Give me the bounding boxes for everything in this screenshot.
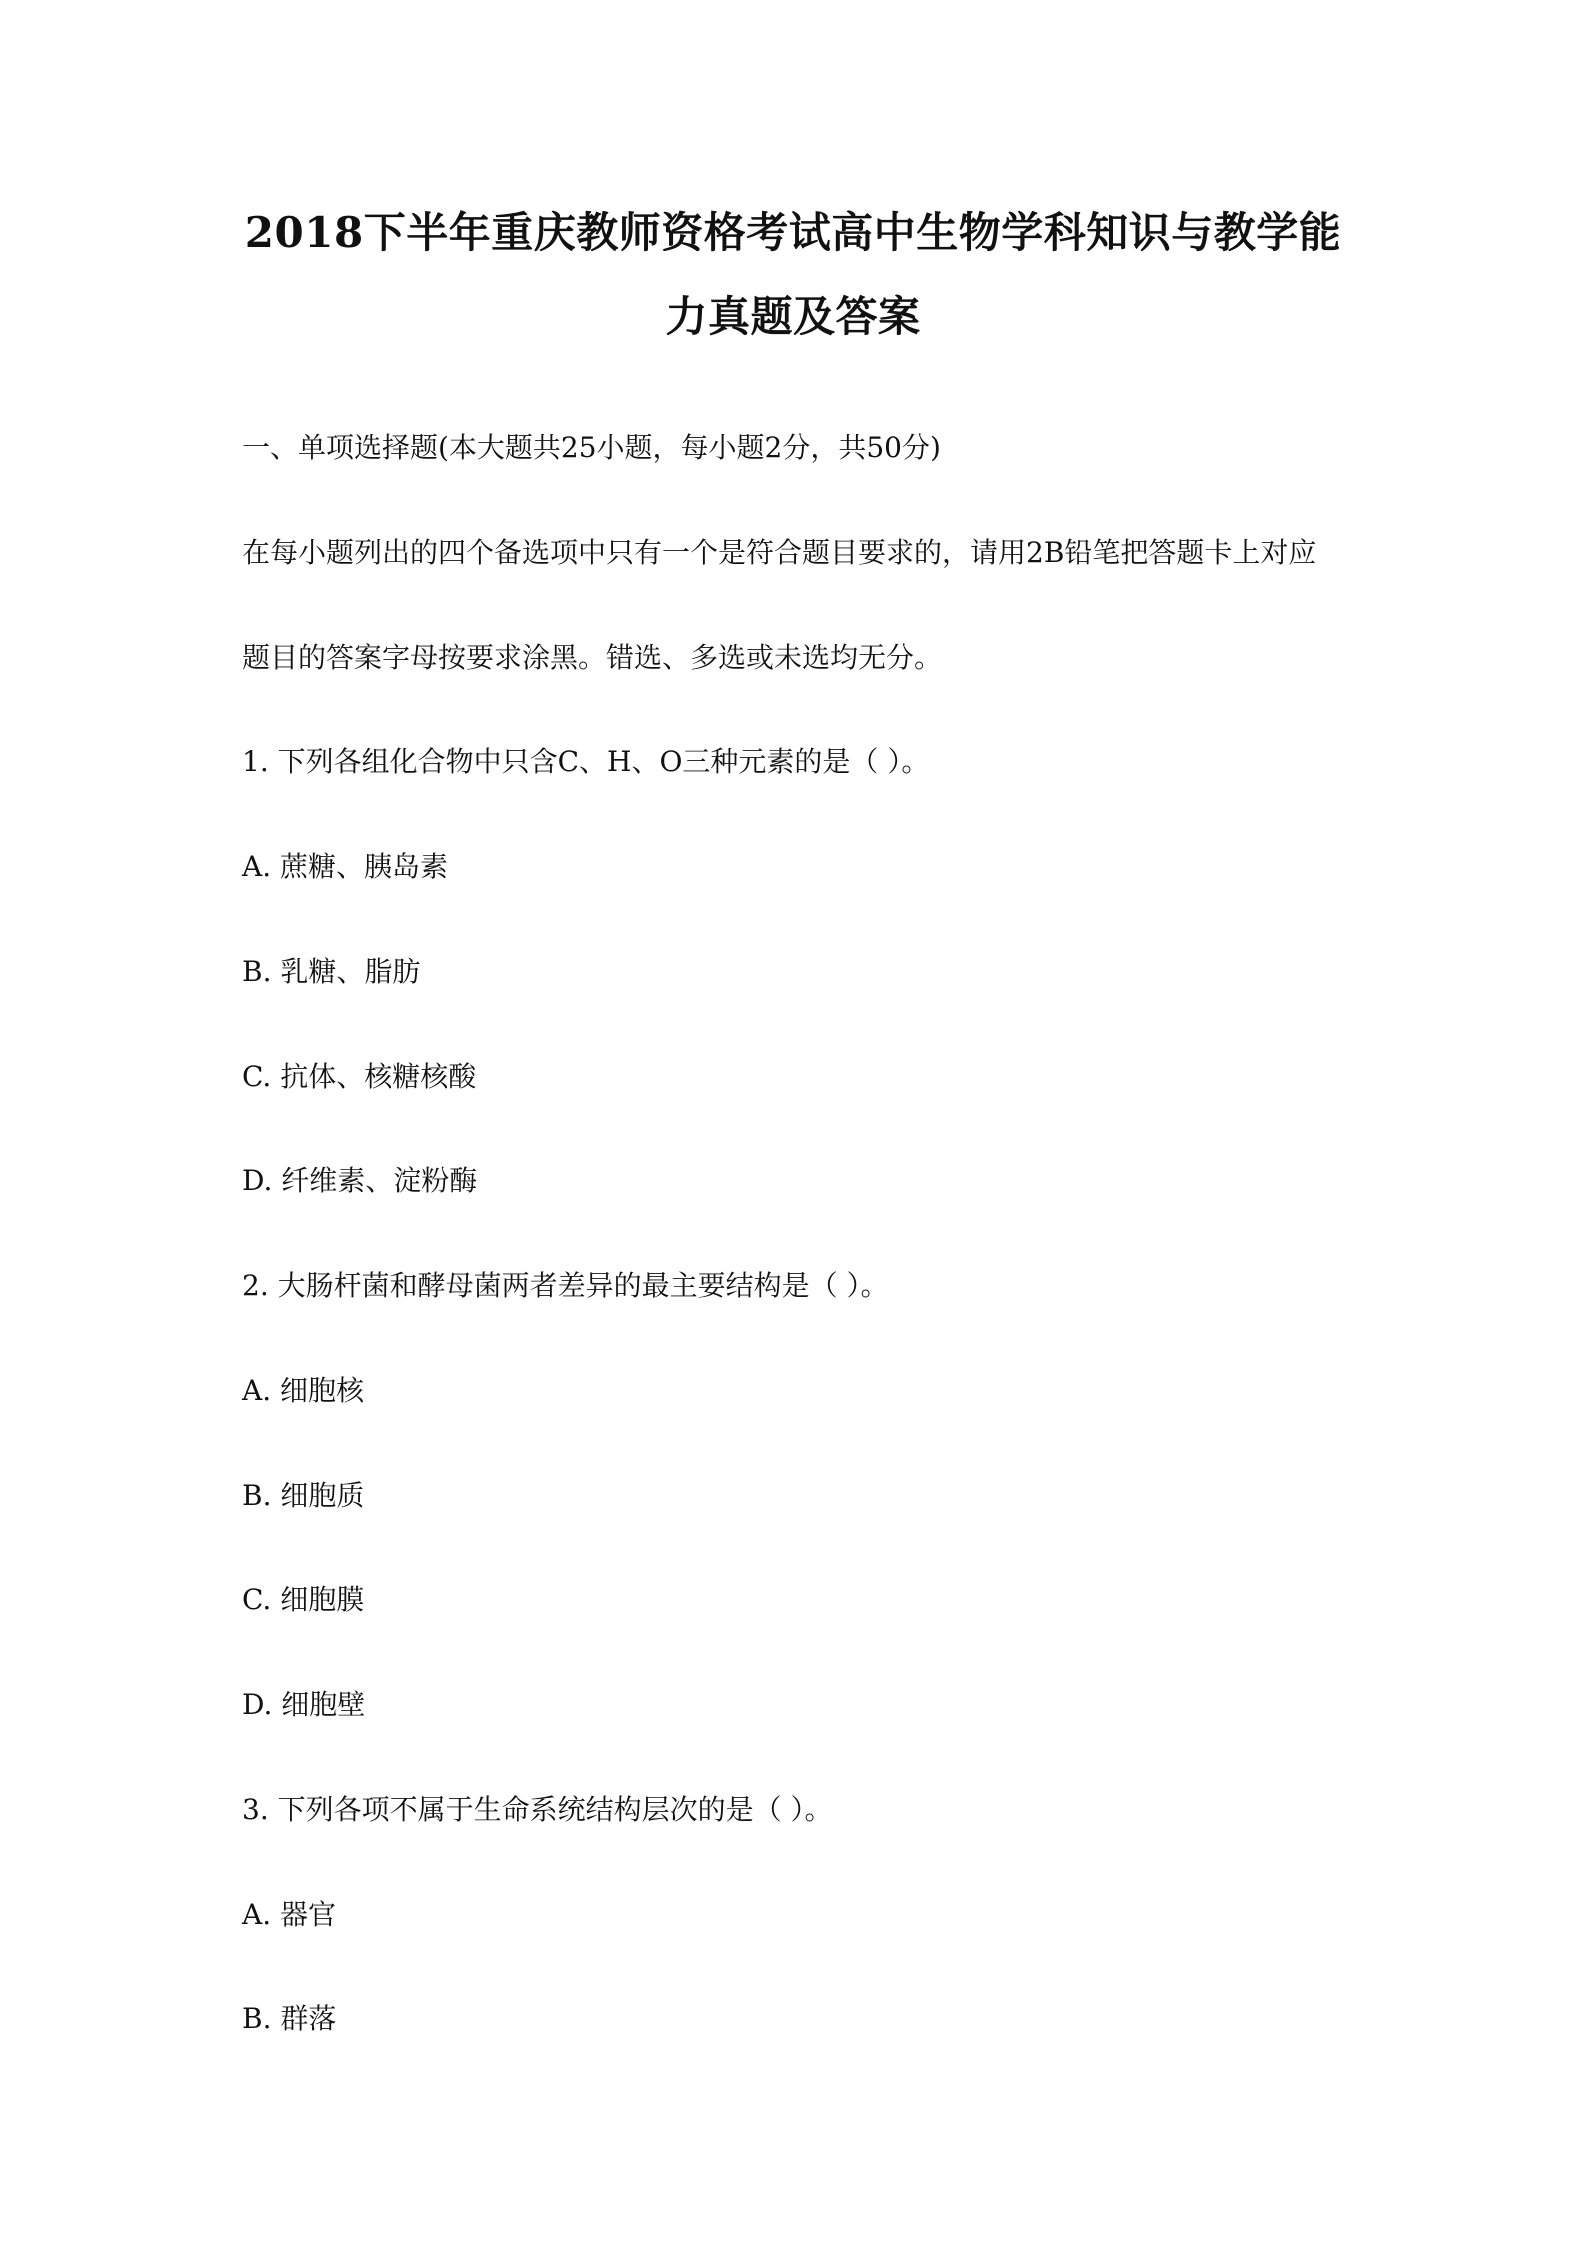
question-2-option-c: C. 细胞膜 bbox=[242, 1583, 365, 1616]
question-1-option-b: B. 乳糖、脂肪 bbox=[242, 955, 421, 988]
question-1-option-a: A. 蔗糖、胰岛素 bbox=[242, 850, 449, 883]
instructions-line-2: 题目的答案字母按要求涂黑。错选、多选或未选均无分。 bbox=[242, 641, 943, 674]
question-2-option-a: A. 细胞核 bbox=[242, 1374, 365, 1407]
instructions-line-1: 在每小题列出的四个备选项中只有一个是符合题目要求的，请用2B铅笔把答题卡上对应 bbox=[242, 536, 1317, 569]
question-1-option-d: D. 纤维素、淀粉酶 bbox=[242, 1164, 478, 1197]
question-1-stem: 1. 下列各组化合物中只含C、H、O三种元素的是（ ）。 bbox=[242, 745, 930, 778]
question-3-option-b: B. 群落 bbox=[242, 2002, 337, 2035]
question-1-option-c: C. 抗体、核糖核酸 bbox=[242, 1060, 477, 1093]
document-title-line-2: 力真题及答案 bbox=[665, 292, 921, 341]
section-heading: 一、单项选择题(本大题共25小题，每小题2分，共50分) bbox=[242, 431, 941, 464]
question-2-option-b: B. 细胞质 bbox=[242, 1479, 365, 1512]
question-3-option-a: A. 器官 bbox=[242, 1898, 337, 1931]
question-2-option-d: D. 细胞壁 bbox=[242, 1688, 366, 1721]
question-3-stem: 3. 下列各项不属于生命系统结构层次的是（ ）。 bbox=[242, 1793, 833, 1826]
question-2-stem: 2. 大肠杆菌和酵母菌两者差异的最主要结构是（ ）。 bbox=[242, 1269, 889, 1302]
document-title-line-1: 2018下半年重庆教师资格考试高中生物学科知识与教学能 bbox=[244, 208, 1342, 257]
